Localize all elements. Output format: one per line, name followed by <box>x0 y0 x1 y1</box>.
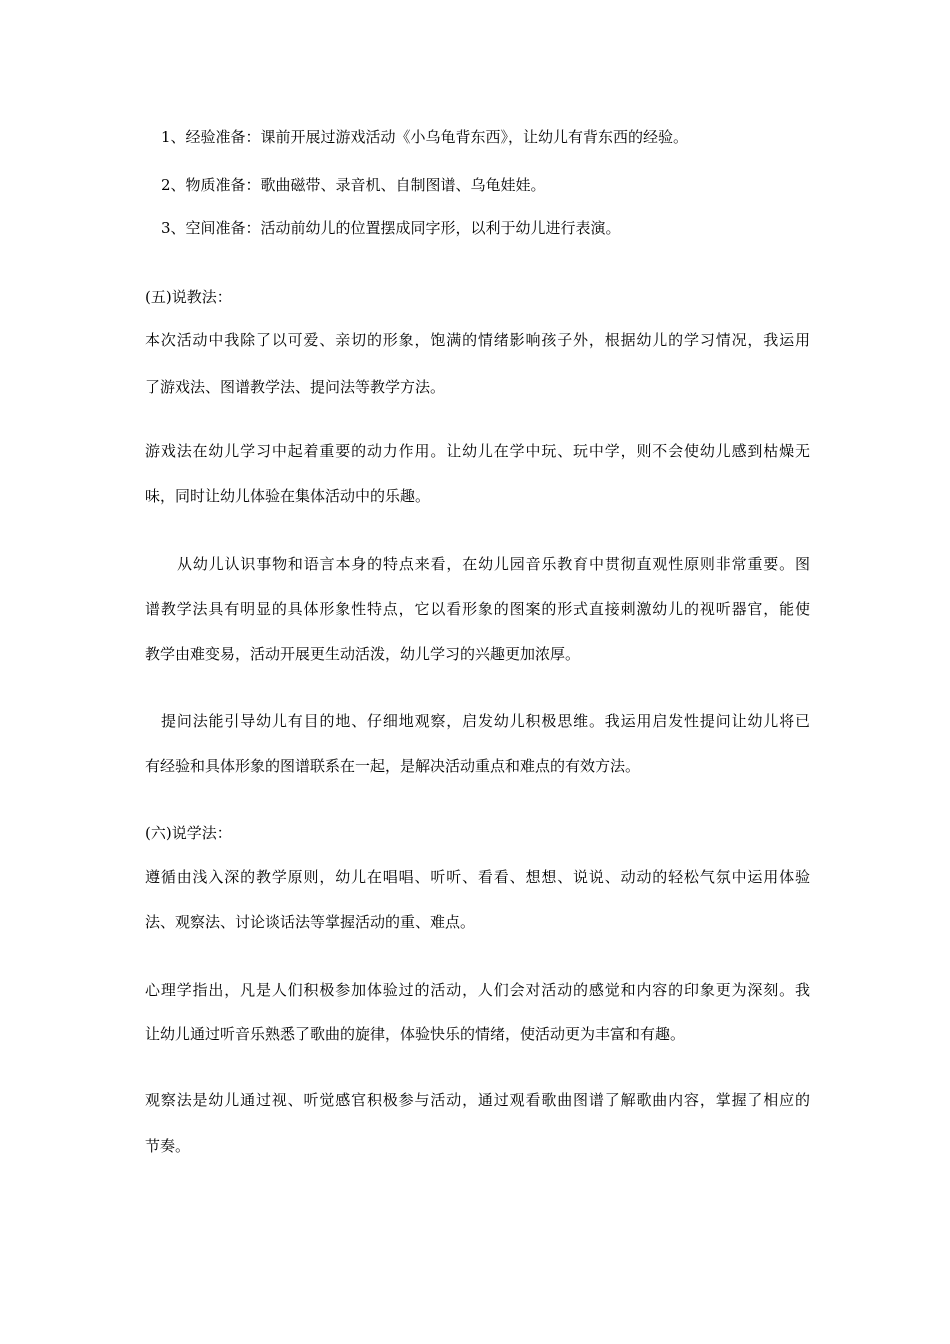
paragraph-line: 游戏法在幼儿学习中起着重要的动力作用。让幼儿在学中玩、玩中学，则不会使幼儿感到枯燥无 <box>145 442 810 460</box>
paragraph-line: 了游戏法、图谱教学法、提问法等教学方法。 <box>145 378 446 396</box>
paragraph-line: 让幼儿通过听音乐熟悉了歌曲的旋律，体验快乐的情绪，使活动更为丰富和有趣。 <box>145 1025 686 1043</box>
paragraph-line: 心理学指出，凡是人们积极参加体验过的活动，人们会对活动的感觉和内容的印象更为深刻。我 <box>145 981 810 999</box>
prep-item-3: 3、空间准备：活动前幼儿的位置摆成同字形，以利于幼儿进行表演。 <box>161 219 621 237</box>
paragraph-line: 提问法能引导幼儿有目的地、仔细地观察，启发幼儿积极思维。我运用启发性提问让幼儿将已 <box>161 712 810 730</box>
paragraph-line: 从幼儿认识事物和语言本身的特点来看，在幼儿园音乐教育中贯彻直观性原则非常重要。图 <box>177 555 810 573</box>
paragraph-line: 谱教学法具有明显的具体形象性特点，它以看形象的图案的形式直接刺激幼儿的视听器官，能使 <box>145 600 810 618</box>
paragraph-line: 本次活动中我除了以可爱、亲切的形象，饱满的情绪影响孩子外，根据幼儿的学习情况，我运用 <box>145 331 810 349</box>
paragraph-line: 法、观察法、讨论谈话法等掌握活动的重、难点。 <box>145 913 476 931</box>
paragraph-line: 味，同时让幼儿体验在集体活动中的乐趣。 <box>145 487 431 505</box>
paragraph-line: 遵循由浅入深的教学原则，幼儿在唱唱、听听、看看、想想、说说、动动的轻松气氛中运用体验 <box>145 868 810 886</box>
section-heading-learning-methods: (六)说学法： <box>145 824 232 842</box>
prep-item-1: 1、经验准备：课前开展过游戏活动《小乌龟背东西》，让幼儿有背东西的经验。 <box>161 128 689 146</box>
paragraph-line: 教学由难变易，活动开展更生动活泼，幼儿学习的兴趣更加浓厚。 <box>145 645 581 663</box>
section-heading-teaching-methods: (五)说教法： <box>145 288 232 306</box>
paragraph-line: 有经验和具体形象的图谱联系在一起，是解决活动重点和难点的有效方法。 <box>145 757 641 775</box>
paragraph-line: 节奏。 <box>145 1137 191 1155</box>
paragraph-line: 观察法是幼儿通过视、听觉感官积极参与活动，通过观看歌曲图谱了解歌曲内容，掌握了相应的 <box>145 1091 810 1109</box>
prep-item-2: 2、物质准备：歌曲磁带、录音机、自制图谱、乌龟娃娃。 <box>161 176 546 194</box>
